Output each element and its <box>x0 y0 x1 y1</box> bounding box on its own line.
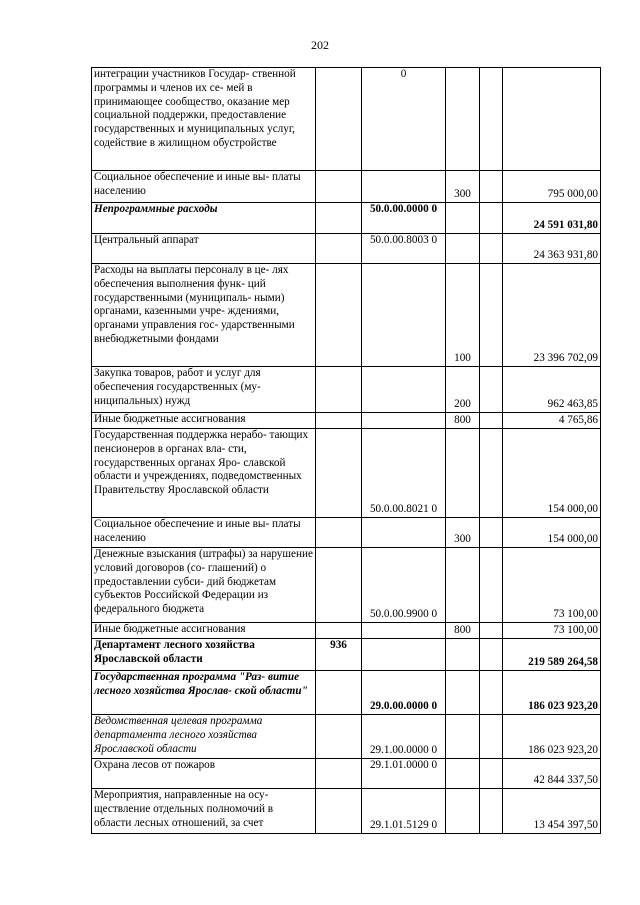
row-vedom <box>316 623 362 639</box>
row-code <box>362 413 446 429</box>
row-name: Государственная программа "Раз- витие лесного хозяйства Ярослав- ской области" <box>92 671 316 715</box>
page-number: 202 <box>311 38 329 52</box>
row-vedom <box>316 68 362 171</box>
table-row <box>92 671 601 715</box>
row-name: Ведомственная целевая программа департамента лесного хозяйства Ярославской области <box>92 715 316 759</box>
row-name: Денежные взыскания (штрафы) за нарушение условий договоров (со- глашений) о предоставлении субси- дий бюджетам субъектов Российской Федерации из федерального бюджета <box>92 548 316 623</box>
row-name: Социальное обеспечение и иные вы- платы населению <box>92 518 316 548</box>
row-code: 50.0.00.0000 0 <box>362 203 446 234</box>
row-vr: 800 <box>446 623 480 639</box>
row-vedom <box>316 264 362 367</box>
table-row <box>92 715 601 759</box>
table-row <box>92 171 601 203</box>
row-vedom <box>316 671 362 715</box>
table-row <box>92 518 601 548</box>
row-amount: 23 396 702,09 <box>503 264 601 367</box>
table-row <box>92 413 601 429</box>
row-name: Департамент лесного хозяйства Ярославской области <box>92 639 316 671</box>
table-row <box>92 264 601 367</box>
row-vedom <box>316 715 362 759</box>
row-code <box>362 171 446 203</box>
row-vedom <box>316 518 362 548</box>
row-amount: 13 454 397,50 <box>503 789 601 834</box>
row-code <box>362 639 446 671</box>
table-row <box>92 759 601 789</box>
table-row <box>92 789 601 834</box>
row-code <box>362 264 446 367</box>
row-vr <box>446 548 480 623</box>
row-name: Закупка товаров, работ и услуг для обеспечения государственных (му- ниципальных) нужд <box>92 367 316 413</box>
row-name: Центральный аппарат <box>92 234 316 264</box>
row-code <box>362 518 446 548</box>
table-row <box>92 68 601 171</box>
row-amount: 24 363 931,80 <box>503 234 601 264</box>
row-code: 29.0.00.0000 0 <box>362 671 446 715</box>
row-code: 29.1.01.5129 0 <box>362 789 446 834</box>
row-amount: 219 589 264,58 <box>503 639 601 671</box>
table-row <box>92 548 601 623</box>
row-amount: 73 100,00 <box>503 548 601 623</box>
table-row <box>92 623 601 639</box>
row-name: Социальное обеспечение и иные вы- платы населению <box>92 171 316 203</box>
row-code: 50.0.00.8021 0 <box>362 429 446 518</box>
table-row <box>92 367 601 413</box>
row-amount: 42 844 337,50 <box>503 759 601 789</box>
row-vedom <box>316 759 362 789</box>
row-vedom <box>316 789 362 834</box>
row-vedom <box>316 429 362 518</box>
row-name: Мероприятия, направленные на осу- ществление отдельных полномочий в области лесных отношений, за счет <box>92 789 316 834</box>
row-name: Иные бюджетные ассигнования <box>92 413 316 429</box>
row-vedom <box>316 413 362 429</box>
row-amount: 795 000,00 <box>503 171 601 203</box>
row-vr <box>446 68 480 171</box>
row-amount: 24 591 031,80 <box>503 203 601 234</box>
row-vedom <box>316 234 362 264</box>
row-vr: 100 <box>446 264 480 367</box>
row-amount: 186 023 923,20 <box>503 715 601 759</box>
row-vr <box>446 429 480 518</box>
row-vr <box>446 715 480 759</box>
row-name: Иные бюджетные ассигнования <box>92 623 316 639</box>
row-amount: 4 765,86 <box>503 413 601 429</box>
row-vedom <box>316 171 362 203</box>
row-code <box>362 623 446 639</box>
row-name: Непрограммные расходы <box>92 203 316 234</box>
row-code: 29.1.01.0000 0 <box>362 759 446 789</box>
row-name: Государственная поддержка нерабо- тающих пенсионеров в органах вла- сти, государственных органах Яро- славской области и учреждениях, подведомственных Правительству Ярославской области <box>92 429 316 518</box>
row-vr <box>446 234 480 264</box>
table-row <box>92 203 601 234</box>
row-amount: 186 023 923,20 <box>503 671 601 715</box>
row-code: 29.1.00.0000 0 <box>362 715 446 759</box>
row-amount <box>503 68 601 171</box>
row-vedom <box>316 548 362 623</box>
row-vr: 200 <box>446 367 480 413</box>
row-vr <box>446 671 480 715</box>
row-code: 50.0.00.9900 0 <box>362 548 446 623</box>
row-vedom <box>316 203 362 234</box>
row-amount: 154 000,00 <box>503 518 601 548</box>
row-vr <box>446 789 480 834</box>
row-amount: 154 000,00 <box>503 429 601 518</box>
row-vr: 300 <box>446 518 480 548</box>
row-vr: 800 <box>446 413 480 429</box>
row-code: 50.0.00.8003 0 <box>362 234 446 264</box>
row-vr: 300 <box>446 171 480 203</box>
row-amount: 73 100,00 <box>503 623 601 639</box>
row-name: Расходы на выплаты персоналу в це- лях обеспечения выполнения функ- ций государственными (муниципаль- ными) органами, казенными учре- ждениями, органами управления гос- ударственными внебюджетными фондами <box>92 264 316 367</box>
row-amount: 962 463,85 <box>503 367 601 413</box>
row-vedom: 936 <box>316 639 362 671</box>
row-vr <box>446 759 480 789</box>
table-row <box>92 639 601 671</box>
row-code: 0 <box>362 68 446 171</box>
table-row <box>92 234 601 264</box>
row-name: интеграции участников Государ- ственной программы и членов их се- мей в принимающее сообщество, оказание мер социальной поддержки, предоставление государственных и муниципальных услуг, содействие в жилищном обустройстве <box>92 68 316 171</box>
budget-table <box>91 67 601 834</box>
row-vr <box>446 203 480 234</box>
row-vedom <box>316 367 362 413</box>
row-code <box>362 367 446 413</box>
row-vr <box>446 639 480 671</box>
row-name: Охрана лесов от пожаров <box>92 759 316 789</box>
table-row <box>92 429 601 518</box>
